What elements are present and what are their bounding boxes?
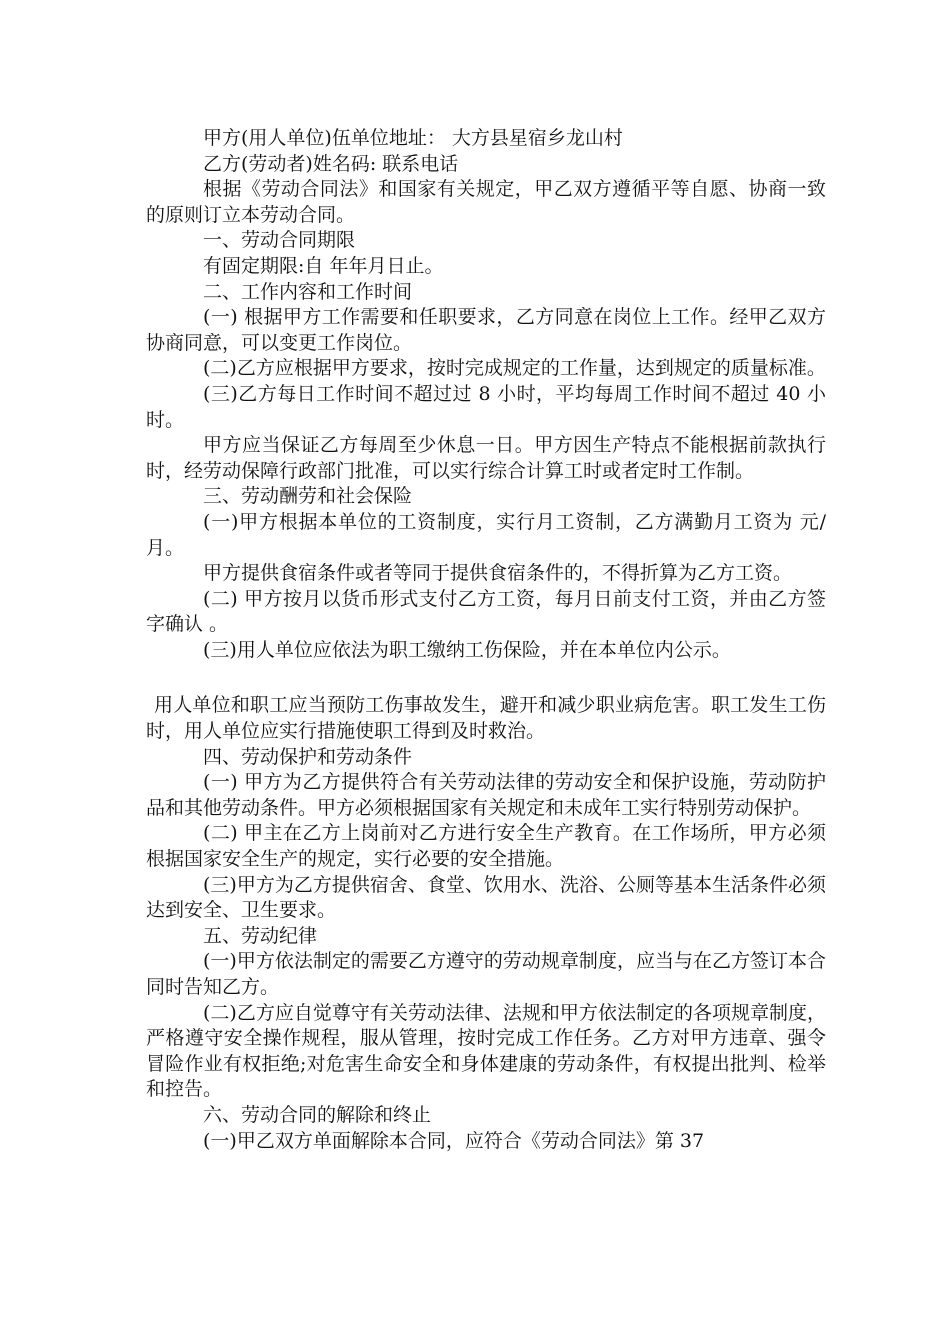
section-heading-5: 五、劳动纪律 [203, 924, 318, 947]
party-a-line: 甲方(用人单位)伍单位地址： 大方县星宿乡龙山村 [203, 127, 623, 149]
clause-paragraph: (一)甲方根据本单位的工资制度，实行月工资制，乙方满勤月工资为 元/月。 [146, 510, 826, 559]
section-heading-3: 三、劳动酬劳和社会保险 [203, 485, 413, 508]
section-heading-4: 四、劳动保护和劳动条件 [203, 745, 413, 768]
clause-paragraph: 用人单位和职工应当预防工伤事故发生，避开和减少职业病危害。职工发生工伤时，用人单位应实行措施使职工得到及时救治。 [146, 694, 826, 743]
document-body [146, 126, 826, 1154]
section-heading-1: 一、劳动合同期限 [203, 229, 356, 252]
clause-paragraph: (一) 甲方为乙方提供符合有关劳动法律的劳动安全和保护设施，劳动防护品和其他劳动条件。甲方必须根据国家有关规定和未成年工实行特别劳动保护。 [146, 771, 826, 819]
clause-paragraph: (一)甲乙双方单面解除本合同，应符合《劳动合同法》第 37 [203, 1129, 705, 1152]
clause-paragraph: (一)甲方依法制定的需要乙方遵守的劳动规章制度，应当与在乙方签订本合同时告知乙方。 [146, 950, 826, 998]
term-paragraph: 有固定期限:自 年年月日止。 [203, 254, 444, 277]
section-heading-6: 六、劳动合同的解除和终止 [203, 1103, 432, 1126]
clause-paragraph: (三)用人单位应依法为职工缴纳工伤保险，并在本单位内公示。 [203, 638, 731, 661]
clause-paragraph: 甲方提供食宿条件或者等同于提供食宿条件的，不得折算为乙方工资。 [203, 562, 793, 585]
clause-paragraph: 甲方应当保证乙方每周至少休息一日。甲方因生产特点不能根据前款执行时，经劳动保障行政部门批准，可以实行综合计算工时或者定时工作制。 [146, 434, 826, 482]
preamble-paragraph: 根据《劳动合同法》和国家有关规定，甲乙双方遵循平等自愿、协商一致的原则订立本劳动合同。 [146, 178, 826, 226]
party-b-line: 乙方(劳动者)姓名码: 联系电话 [203, 152, 459, 175]
clause-paragraph: (二) 甲主在乙方上岗前对乙方进行安全生产教育。在工作场所，甲方必须根据国家安全生产的规定，实行必要的安全措施。 [146, 822, 826, 871]
clause-paragraph: (二) 甲方按月以货币形式支付乙方工资，每月日前支付工资，并由乙方签字确认 。 [146, 587, 826, 636]
blank-line [146, 663, 826, 693]
clause-paragraph: (一) 根据甲方工作需要和任职要求，乙方同意在岗位上工作。经甲乙双方协商同意，可以变更工作岗位。 [146, 306, 826, 354]
section-heading-2: 二、工作内容和工作时间 [203, 280, 413, 303]
clause-paragraph: (三)甲方为乙方提供宿舍、食堂、饮用水、洗浴、公厕等基本生活条件必须达到安全、卫生要求。 [146, 873, 826, 922]
clause-paragraph: (三)乙方每日工作时间不超过过 8 小时，平均每周工作时间不超过 40 小时。 [146, 382, 826, 431]
clause-paragraph: (二)乙方应自觉尊守有关劳动法律、法规和甲方依法制定的各项规章制度，严格遵守安全操作规程，服从管理，按时完成工作任务。乙方对甲方违章、强令冒险作业有权拒绝;对危害生命安全和身体建康的劳动条件，有权提出批判、检举和控告。 [146, 1001, 826, 1101]
clause-paragraph: (二)乙方应根据甲方要求，按时完成规定的工作量，达到规定的质量标准。 [203, 357, 826, 380]
